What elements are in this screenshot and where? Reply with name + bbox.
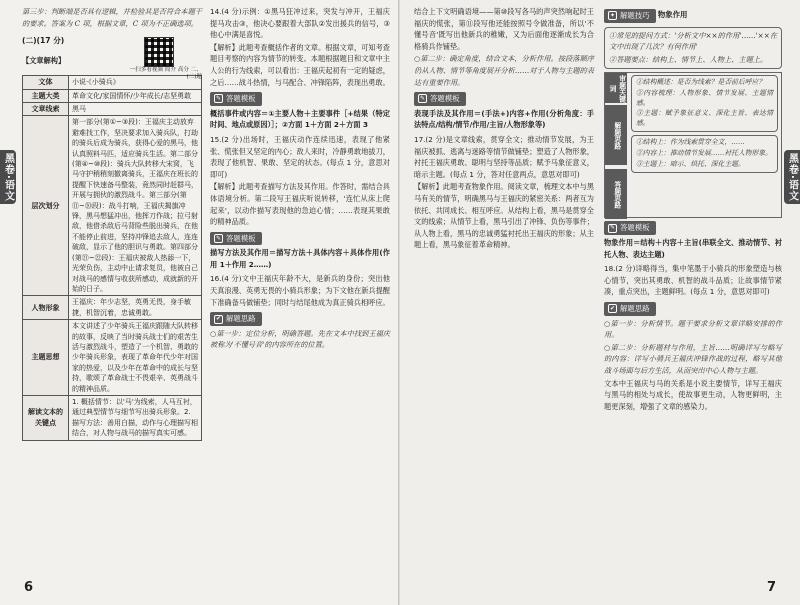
q16-steps: ○第一步：定位分析，明确答题。先在文本中找到王福庆被称为'不懂号音'的内容所在的位置。 [210, 328, 390, 350]
row-key: 人物形象 [23, 296, 69, 320]
structure-table [22, 75, 202, 440]
q18-text: 18.(2 分)详略得当，集中笔墨于小骑兵的形象塑造与核心情节，突出其勇敢、机智的战斗品质；让故事情节紧凑，重点突出，主题鲜明。(每点 1 分，意思对即可) [604, 264, 782, 297]
col1-text-1: 结合上下文明确语境——第⑩段写各马的声突然响起时王福庆的慌张，第⑪段写他还能按照号令做准备，所以'不懂号音'既写出他新兵的稚嫩，又为后面他逐渐成长为合格骑兵作铺垫。 [414, 7, 594, 51]
left-page-col-1 [22, 6, 202, 441]
tips-box [604, 27, 782, 70]
right-page-col-2 [604, 6, 782, 413]
col1-template-head-label: 答题模板 [430, 94, 460, 104]
template-icon: ✎ [215, 234, 222, 242]
q15-template-head [210, 232, 262, 246]
template-icon: ✎ [609, 224, 616, 232]
tips-item: ①常见的提问方式：'分析文中××的作用'……'××在文中出现了几次？有何作用' [609, 30, 777, 52]
col1-template-head [414, 92, 466, 106]
q16-steps-head-label: 解题思路 [226, 314, 256, 324]
table-row [23, 395, 202, 440]
page-number-left: 6 [24, 580, 34, 595]
table-row [23, 103, 202, 116]
row-value: 黑马 [69, 103, 202, 116]
section-title: (二)(17 分) [22, 36, 65, 46]
diagram-label-thinking: 解题思路 [605, 105, 627, 165]
row-value: 1. 概括情节：以'马'为线索，人马互衬，通过典型情节与细节写出骑兵形象。2. 描写方法：善用白描，动作与心理描写相结合，对人物与战马的描写真实可感。 [69, 395, 202, 440]
qr-code[interactable] [144, 37, 174, 67]
row-value: 本文讲述了少年骑兵王福庆跟随大队转移的故事，反映了当时骑兵战士们的艰苦生活与激烈战斗，塑造了一个机智、勇敢的少年骑兵形象，表现了革命年代少年对国家的热爱，以及少年在革命中的成长与坚持，歌颂了革命战士不畏艰辛、英勇战斗的精神品质。 [69, 320, 202, 396]
diagram-label-keywords: 审题关键词 [605, 73, 627, 103]
q14-text: 14.(4 分)示例：①黑马狂冲过来，突发与冲开，王福庆提马攻击③，他决心要跟着大部队②发出援兵的信号，③他心中满是喜悦。 [210, 7, 390, 40]
q15-text: 15.(2 分)出场时，王福庆动作连续迅速，表现了他紧张、慌张但又坚定的内心；敌人来时，冷静勇敢地拔刀，表现了他机智、果敢、坚定的状态。(每点 1 分，意思对即可) [210, 134, 390, 179]
table-row [23, 89, 202, 102]
diagram-item: ①结构概述：是否为线索？是否前后呼应？ [636, 78, 766, 87]
bulb-icon: ✦ [609, 12, 616, 19]
row-key: 主题大类 [23, 89, 69, 102]
row-key: 解读文本的关键点 [23, 395, 69, 440]
q15-analysis: 【解析】此题考查描写方法及其作用。作答时，需结合具体语境分析。第二段写王福庆听说转移，'连忙从床上爬起来'，以动作描写表现他的急迫心情；……表现其果敢的精神品质。 [210, 182, 390, 227]
q16-steps-head [210, 312, 262, 326]
diagram-box-structure [631, 135, 778, 173]
table-row [23, 296, 202, 320]
diagram-label-answer: 答题思路 [605, 169, 627, 219]
row-value: 革命文化/家国情怀/少年成长/志坚勇敢 [69, 89, 202, 102]
q14-template: 概括事件或内容＝①主要人物＋主要事件［+结果（特定时间、地点或原因）］；②方面 1＋方面 2＋方面 3 [210, 108, 390, 130]
tips-head [604, 9, 656, 23]
diagram-item: ③主题：赋予象征意义、深化主旨、表达情感。 [636, 109, 773, 127]
tips-title: 物象作用 [657, 10, 688, 19]
q18-step: ○第二步：分析题材与作用，主旨……明确详写与略写的内容：详写小骑兵王福庆冲锋作战的过程，略写其他战斗场面与后方生活，从而突出中心人物与主题。 [604, 342, 782, 375]
q16-text: 16.(4 分)文中王福庆年龄不大，是新兵的身份；突出他天真浪漫、英勇无畏的小骑兵形象；为下文他在新兵提醒下准确备马做铺垫；同时与结尾他成为真正骑兵相呼应。 [210, 274, 390, 307]
diagram-item: ②内容梳理：人物形象、情节发展、主题情感。 [636, 88, 773, 107]
row-key: 文体 [23, 76, 69, 89]
table-row [23, 320, 202, 396]
template-icon: ✎ [215, 95, 222, 103]
left-page-col-2 [210, 6, 390, 352]
template-icon: ✎ [419, 95, 426, 103]
q15-template-head-label: 答题模板 [226, 233, 256, 243]
method-diagram [604, 72, 782, 218]
tips-item: ②答题要点：结构上、情节上、人物上、主题上。 [609, 54, 768, 64]
row-key: 层次划分 [23, 116, 69, 296]
diagram-box-analysis [631, 75, 778, 132]
q18-steps-head-label: 解题思路 [620, 303, 650, 313]
qr-caption: 一扫多看视频 简介 高分 二、(二)题 [129, 67, 202, 81]
row-value: 王福庆：年少志坚，英勇无畏，身手敏捷，机智沉着，忠诚勇敢。 [69, 296, 202, 320]
steps-icon: ✔ [609, 304, 616, 312]
q14-template-head-label: 答题模板 [226, 94, 256, 104]
q15-template: 描写方法及其作用＝描写方法＋具体内容＋具体作用(作用 1＋作用 2……) [210, 248, 390, 269]
q14-template-head [210, 92, 262, 106]
right-page-col-1 [414, 6, 594, 252]
tips-head-label: 解题技巧 [620, 11, 650, 20]
template-head [604, 221, 656, 235]
row-key: 主题思想 [23, 320, 69, 396]
structure-line: ①结构上：作为线索贯穿全文，…… [636, 138, 745, 147]
top-note: 第三步：判断端是否具有逻辑，并检验其是否符合本题干的要求。答案为 C 项，根据文章，C 项为不正确选项。 [22, 7, 202, 28]
side-tab-right: 黑卷·语文 [784, 150, 800, 204]
page-number-right: 7 [766, 580, 776, 595]
object-template: 物象作用＝结构＋内容＋主旨(串联全文、推动情节、衬托人物、表达主题) [604, 237, 782, 259]
row-value: 小说·《小骑兵》 [69, 76, 202, 89]
col1-text-2: ○第二步：确定角度，结合文本，分析作用。按段落顺序仍从人物、情节等角度展开分析……对于人物与主题的表达有重要作用。 [414, 54, 594, 87]
table-title: 【文章解构】 [22, 55, 66, 65]
row-key: 文章线索 [23, 103, 69, 116]
q18-step: ○第一步：分析情节。题干要求分析文章详略安排的作用。 [604, 318, 782, 340]
right-page [400, 0, 800, 605]
q18-step: 文本中王福庆与马的关系是小说主要情节，详写王福庆与黑马的相处与成长，使故事更生动，人物更鲜明，主题更深刻，增强了文章的感染力。 [604, 378, 782, 411]
q17-text: 17.(2 分)是文章线索，贯穿全文；推动情节发展，为王福庆被抓、逃离与迷路等情节做铺垫；塑造了人物形象，衬托王福庆勇敢、聪明与坚持等品质；赋予马象征意义，暗示主题。(每点 1 分，答对任意两点，意思对即可) [414, 134, 594, 179]
structure-line: ②内容上：推动情节发展……衬托人物形象。 [636, 148, 772, 157]
col1-template: 表现手法及其作用＝(手法+)内容+作用(分析角度：手法特点/结构/情节/作用/主旨/人物形象等) [414, 108, 594, 130]
row-value: 第一部分(第①~③段)：王福庆主动放弃避难找工作，坚决要求加入骑兵队，打劫的骑兵后成为骑兵，获得心爱的黑马，他认真照料马匹，适应骑兵生活。第二部分(第④~⑩段)：骑兵大队转移大宋窝，飞马守护稍稍刻撤离骑兵，王福庆在班长的提醒下快速备马整装，竟然同时赶群马，开展与拥伙的激烈战斗。第三部分(第⑪~⑳段)：战斗打响，王福庆揭旗冲锋，黑马想猛冲出，他挥刀作战；拉弓射敌，他借杀敌后马背险些脱出骑兵，在他不能停止前进，坚持冲锋追去敌人，连连破敌，显示了他的胆识与勇敢。第四部分(第㉑~㉒段)：王福庆被敌人热舔一下，光荣负伤，主动中止请求复员，他被自己对战马的感情与收获所感动，成就新的开始的日子。 [69, 116, 202, 296]
steps-icon: ✔ [215, 315, 222, 323]
template-head-label: 答题模板 [620, 223, 650, 233]
q14-analysis: 【解析】此题考查概括作者的文章。根据文章，可知考查题目考察的内容为情节的转变。本题根据题目和文章中主人公的行为线索，可以看出：王福庆起初有一定的疑虑，之后……战斗热情，与马配合、冲锋陷阵，表现出勇敢。 [210, 42, 390, 87]
q18-steps-head [604, 302, 656, 316]
side-tab-left: 黑卷·语文 [0, 150, 16, 204]
structure-line: ③主题上：暗示、烘托、深化主题。 [636, 159, 745, 168]
q17-analysis: 【解析】此题考查物象作用。阅读文章，梳理文本中与黑马有关的情节，明确黑马与王福庆的紧密关系：两者互为依托、共同成长、相互呼应。从结构上看，黑马是贯穿全文的线索；从情节上看，黑马引出了冲锋、负伤等事件；从人物上看，黑马的忠诚勇猛衬托出王福庆的形象；从主题上看，黑马象征着革命精神。 [414, 182, 594, 250]
table-row [23, 116, 202, 296]
